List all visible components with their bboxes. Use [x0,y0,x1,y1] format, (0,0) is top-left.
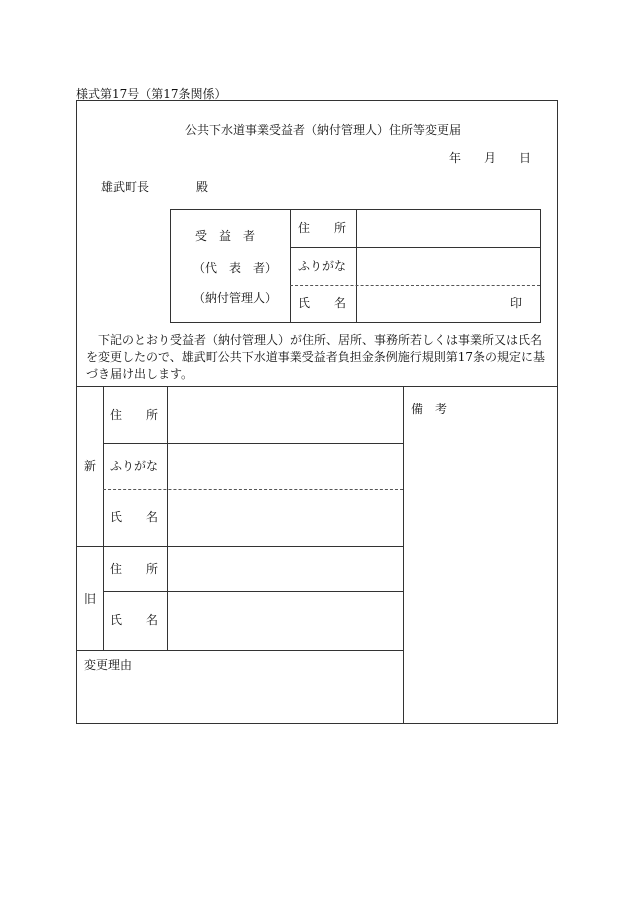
recipient-honorific: 殿 [196,180,209,194]
reason-top-line [76,650,403,651]
applicant-furigana-field[interactable] [357,248,539,284]
date-day-label: 日 [519,151,532,165]
new-name-field[interactable] [168,490,402,545]
applicant-role-beneficiary: 受 益 者 [195,229,256,243]
section-label-divider [103,386,104,650]
old-name-field[interactable] [168,592,402,649]
date-month-label: 月 [484,151,497,165]
old-section-label: 旧 [84,592,97,606]
remarks-label: 備 考 [411,402,448,416]
applicant-role-payment-manager: （納付管理人） [193,291,278,305]
applicant-name-label: 氏 名 [298,296,347,310]
applicant-divider-1 [290,209,291,322]
change-reason-label: 変更理由 [84,658,133,672]
statement-body: 下記のとおり受益者（納付管理人）が住所、居所、事務所若しくは事業所又は氏名を変更したので、雄武町公共下水道事業受益者負担金条例施行規則第17条の規定に基づき届け出します。 [86,333,546,381]
date-year-label: 年 [449,151,462,165]
form-number: 様式第17号（第17条関係） [76,87,227,101]
applicant-role-representative: （代 表 者） [193,261,278,275]
applicant-address-label: 住 所 [298,221,347,235]
change-reason-field[interactable] [77,675,402,721]
applicant-address-field[interactable] [357,210,539,246]
recipient-name: 雄武町長 [101,180,150,194]
new-furigana-field[interactable] [168,444,402,488]
old-name-label: 氏 名 [110,613,159,627]
new-address-label: 住 所 [110,408,159,422]
old-address-label: 住 所 [110,562,159,576]
seal-mark: 印 [510,296,523,310]
new-furigana-label: ふりがな [110,459,159,473]
statement-text [86,332,548,383]
form-title: 公共下水道事業受益者（納付管理人）住所等変更届 [185,123,462,137]
new-section-label: 新 [84,459,97,473]
old-address-field[interactable] [168,547,402,590]
remarks-field[interactable] [404,420,555,721]
applicant-furigana-label: ふりがな [298,259,347,273]
new-address-field[interactable] [168,387,402,442]
new-name-label: 氏 名 [110,510,159,524]
